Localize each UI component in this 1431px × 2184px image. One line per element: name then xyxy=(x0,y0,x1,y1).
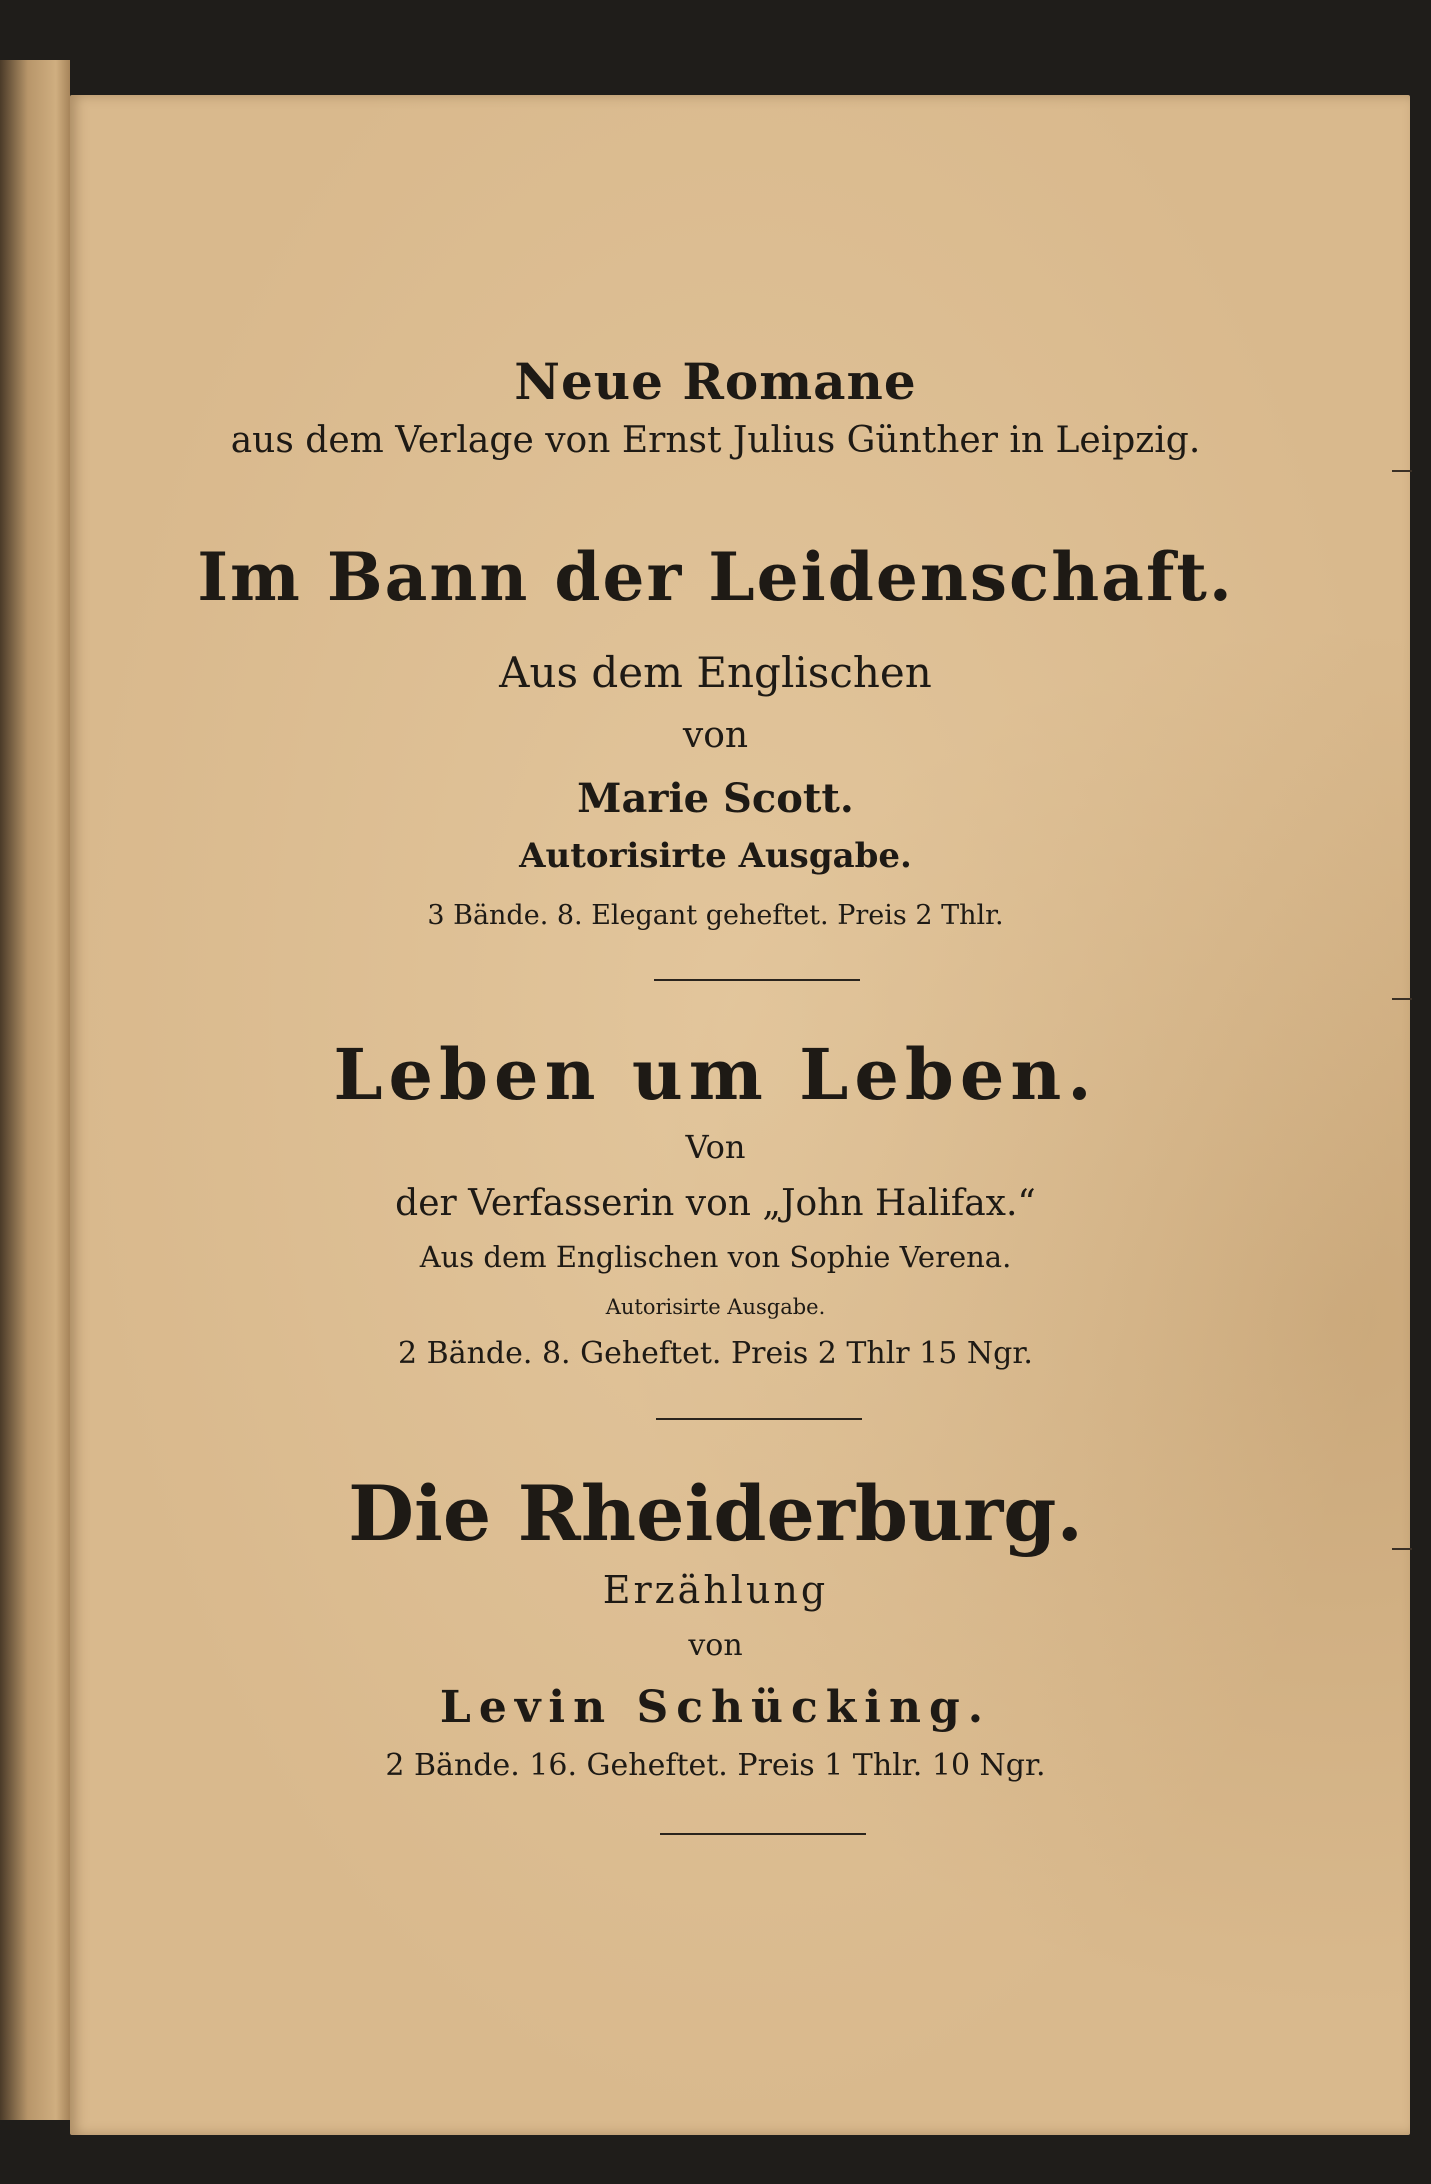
book-3-title: Die Rheiderburg. xyxy=(348,1469,1083,1558)
edge-mark xyxy=(1392,998,1412,1000)
header-title: Neue Romane xyxy=(514,352,917,411)
divider-rule xyxy=(654,979,860,981)
book-1-author: Marie Scott. xyxy=(577,775,854,822)
book-1-edition: Autorisirte Ausgabe. xyxy=(519,836,912,876)
book-2-von: Von xyxy=(685,1128,746,1166)
book-2-edition: Autorisirte Ausgabe. xyxy=(605,1295,826,1319)
divider-rule xyxy=(660,1833,866,1835)
divider-rule xyxy=(656,1418,862,1420)
book-3-von: von xyxy=(688,1628,743,1663)
edge-mark xyxy=(1392,1548,1412,1550)
book-3-genre: Erzählung xyxy=(602,1568,829,1612)
book-2-author-line: der Verfasserin von „John Halifax.“ xyxy=(395,1183,1036,1224)
book-3-author: Levin Schücking. xyxy=(439,1682,992,1733)
book-1-details: 3 Bände. 8. Elegant geheftet. Preis 2 Thlr. xyxy=(427,900,1004,931)
book-3-details: 2 Bände. 16. Geheftet. Preis 1 Thlr. 10 Ngr. xyxy=(385,1748,1046,1783)
book-1-line-von: von xyxy=(682,715,749,756)
book-2-title: Leben um Leben. xyxy=(333,1033,1098,1116)
book-2-details: 2 Bände. 8. Geheftet. Preis 2 Thlr 15 Ngr. xyxy=(398,1336,1033,1371)
edge-mark xyxy=(1392,470,1412,472)
book-1-title: Im Bann der Leidenschaft. xyxy=(197,538,1234,616)
book-1-line-from-english: Aus dem Englischen xyxy=(499,648,932,697)
header-subtitle: aus dem Verlage von Ernst Julius Günther in Leipzig. xyxy=(230,420,1201,461)
book-2-translation: Aus dem Englischen von Sophie Verena. xyxy=(419,1240,1012,1274)
